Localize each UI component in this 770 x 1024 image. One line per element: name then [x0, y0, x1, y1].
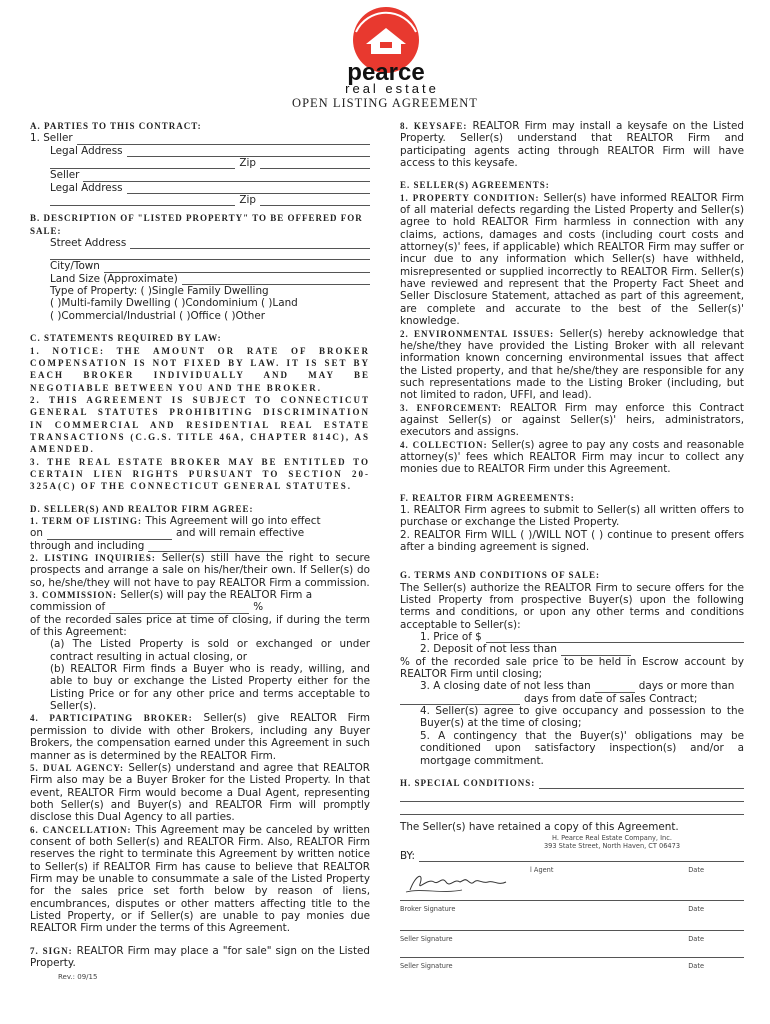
retained-copy-text: The Seller(s) have retained a copy of this Agreement. — [400, 821, 679, 834]
closing-row-2 — [400, 693, 744, 705]
legal2-line2[interactable] — [50, 195, 235, 206]
seller-date-label-1: Date — [688, 934, 704, 943]
company-name: H. Pearce Real Estate Company, Inc. — [552, 833, 672, 842]
page-title: OPEN LISTING AGREEMENT — [292, 96, 478, 110]
broker-date-label: Date — [688, 905, 704, 914]
d1-on-label: on — [30, 527, 43, 540]
d5-text: Seller(s) understand and agree that REALTOR Firm also may be a Buyer Broker for the Listed Property. In that event, REALTOR Firm would become a Dual Agent, representing both Seller(s) and Buyer(s) and REALTOR Firm will promptly disclose this Dual Agency to all parties. — [30, 761, 370, 824]
broker-signature-labels — [400, 903, 744, 915]
left-column — [30, 120, 370, 984]
d5-label: 5. DUAL AGENCY: — [30, 762, 125, 773]
pearce-logo — [0, 0, 770, 95]
zip2-row — [30, 194, 370, 206]
agent-date-label: Date — [688, 865, 704, 874]
d2-label: 2. LISTING INQUIRIES: — [30, 553, 156, 563]
special-conditions-field-3[interactable] — [400, 804, 744, 815]
term-end-field[interactable] — [148, 541, 283, 552]
street-label: Street Address — [50, 237, 127, 250]
special-line-2 — [400, 791, 744, 802]
seller-signature-label-2: Seller Signature — [400, 961, 453, 970]
city-row — [30, 260, 370, 272]
deposit-label: 2. Deposit of not less than — [420, 643, 557, 656]
seller-signature-labels-2 — [400, 960, 744, 972]
by-row — [400, 850, 744, 862]
statement-c1: 1. NOTICE: THE AMOUNT OR RATE OF BROKER COMPENSATION IS NOT FIXED BY LAW. IT IS SET BY EACH BROKER INDIVIDUALLY AND MAY BE NEGOTIABLE BETWEEN YOU AND THE BROKER. — [30, 345, 370, 393]
d3-item-a: (a) The Listed Property is sold or exchanged or under contract resulting in actual closing, or — [50, 638, 370, 663]
legal1-row — [30, 145, 370, 157]
d4-text: Seller(s) give REALTOR Firm permission to divide with other Brokers, including any Buyer Brokers, the compensation earned under this Agreement in such manner as is determined by the REALTOR Firm. — [30, 712, 370, 762]
seller-date-label-2: Date — [688, 961, 704, 970]
broker-signature-label: Broker Signature — [400, 905, 456, 914]
commission-label: commission of — [30, 601, 106, 614]
section-d-heading: D. SELLER(S) AND REALTOR FIRM AGREE: — [30, 503, 254, 514]
seller-signature-line-2[interactable] — [400, 945, 744, 958]
commission-row — [30, 601, 370, 613]
term-start-field[interactable] — [47, 529, 172, 540]
e4-label: 4. COLLECTION: — [400, 439, 488, 450]
broker-signature-line[interactable] — [400, 876, 744, 901]
commission-field[interactable] — [109, 603, 249, 614]
revision-label: Rev.: 09/15 — [58, 973, 98, 982]
legal1-label: Legal Address — [50, 144, 123, 157]
type-line-3: ( )Commercial/Industrial ( )Office ( )Other — [50, 309, 266, 322]
commission-pct: % — [253, 601, 264, 614]
company-address: 393 State Street, North Haven, CT 06473 — [543, 841, 681, 850]
legal2-row — [30, 182, 370, 194]
legal1-field[interactable] — [127, 146, 370, 157]
seller2-label: Seller — [50, 169, 80, 182]
special-conditions-field[interactable] — [539, 778, 744, 789]
seller2-field[interactable] — [83, 171, 370, 182]
d3-item-b: (b) REALTOR Firm finds a Buyer who is ready, willing, and able to buy or exchange the Listed Property either for the Listing Price or for any other price and terms acceptable to Seller(s). — [50, 663, 370, 713]
zip1-field[interactable] — [260, 158, 370, 169]
d1-through-row — [30, 540, 370, 552]
zip2-field[interactable] — [260, 195, 370, 206]
f1-text: 1. REALTOR Firm agrees to submit to Seller(s) all written offers to purchase or exchange the Listed Property. — [400, 503, 744, 529]
d3-text-a: Seller(s) will pay the REALTOR Firm a — [120, 589, 313, 602]
d4-label: 4. PARTICIPATING BROKER: — [30, 713, 193, 724]
g-intro: The Seller(s) authorize the REALTOR Firm to secure offers for the Listed Property from prospective Buyer(s) upon the following terms and conditions, or upon any other terms and conditions acceptable to Seller(s): — [400, 581, 744, 631]
seller1-field[interactable] — [77, 134, 370, 145]
special-conditions-row — [400, 777, 744, 789]
d1-text-c: through and including — [30, 539, 145, 552]
closing-text-b: days or more than — [638, 680, 735, 693]
section-c-heading: C. STATEMENTS REQUIRED BY LAW: — [30, 333, 222, 344]
section-h-heading: H. SPECIAL CONDITIONS: — [400, 777, 536, 788]
land-label: Land Size (Approximate) — [50, 272, 178, 285]
e3-text: REALTOR Firm may enforce this Contract against Seller(s) or against Seller(s)' heirs, administrators, executors and assigns. — [400, 401, 744, 439]
deposit-text: % of the recorded sale price to be held in Escrow account by REALTOR Firm until closing; — [400, 655, 744, 681]
f2-text: 2. REALTOR Firm WILL ( )/WILL NOT ( ) continue to present offers after a binding agreement is signed. — [400, 528, 744, 553]
type-line-2: ( )Multi-family Dwelling ( )Condominium ( )Land — [50, 297, 298, 310]
price-label: 1. Price of $ — [420, 631, 482, 644]
seller2-row — [30, 169, 370, 181]
section-e-heading: E. SELLER(S) AGREEMENTS: — [400, 180, 550, 191]
city-field[interactable] — [104, 262, 370, 273]
e2-label: 2. ENVIRONMENTAL ISSUES: — [400, 328, 555, 339]
seller-signature-labels-1 — [400, 933, 744, 945]
d1-text-b: and will remain effective — [175, 527, 305, 540]
street-field-2[interactable] — [50, 249, 370, 260]
closing-min-field[interactable] — [595, 682, 635, 693]
seller1-row — [30, 132, 370, 144]
g5-text: 5. A contingency that the Buyer(s)' obligations may be conditioned upon satisfactory inspection(s) and/or a mortgage commitment. — [420, 729, 744, 767]
deposit-field[interactable] — [561, 645, 631, 656]
section-g-heading: G. TERMS AND CONDITIONS OF SALE: — [400, 570, 601, 581]
keysafe-label: 8. KEYSAFE: — [400, 121, 468, 131]
legal1-line2[interactable] — [50, 158, 235, 169]
e1-label: 1. PROPERTY CONDITION: — [400, 192, 540, 203]
statement-c3: 3. THE REAL ESTATE BROKER MAY BE ENTITLED TO CERTAIN LIEN RIGHTS PURSUANT TO SECTION 20-325A(C) OF THE CONNECTICUT GENERAL STATUTES. — [30, 456, 370, 492]
d7-label: 7. SIGN: — [30, 945, 73, 956]
street-field[interactable] — [130, 238, 370, 249]
section-a-heading: A. PARTIES TO THIS CONTRACT: — [30, 121, 202, 131]
d3-text-b: of the recorded sales price at time of closing, if during the term of this Agreement: — [30, 613, 370, 639]
e1-text: Seller(s) have informed REALTOR Firm of all material defects regarding the Listed Property and Seller(s) agree to hold REALTOR Firm harmless in connection with any claims, actions, damages and costs (including court costs and attorney(s)' fees, if applicable) which REALTOR Firm may suffer or incur due to any information which Seller(s) have withheld, misrepresented or supplied incorrectly to REALTOR Firm. Seller(s) have reviewed and represent that the Property Fact Sheet and Seller Disclosure Statement, attached as part of this agreement, are complete and accurate to the best of the Seller(s)' knowledge. — [400, 191, 744, 328]
section-f-heading: F. REALTOR FIRM AGREEMENTS: — [400, 492, 575, 503]
deposit-row — [400, 643, 744, 655]
type-line-1: Type of Property: ( )Single Family Dwelling — [50, 285, 269, 298]
price-row — [400, 631, 744, 643]
zip2-label: Zip — [239, 194, 256, 207]
seller-signature-label-1: Seller Signature — [400, 934, 453, 943]
land-row — [30, 273, 370, 285]
land-field[interactable] — [182, 274, 370, 285]
zip1-row — [30, 157, 370, 169]
d1-text-a: This Agreement will go into effect — [145, 514, 321, 527]
legal2-label: Legal Address — [50, 181, 123, 194]
agent-label: l Agent — [530, 865, 554, 874]
by-label: BY: — [400, 849, 416, 862]
seller1-label: 1. Seller — [30, 132, 73, 145]
g4-text: 4. Seller(s) agree to give occupancy and possession to the Buyer(s) at the time of closing; — [420, 705, 744, 730]
brand-tagline: real estate — [345, 81, 439, 95]
brand-name: pearce — [347, 59, 425, 86]
d1-on-row — [30, 527, 370, 539]
keysafe-text: REALTOR Firm may install a keysafe on the Listed Property. Seller(s) understand that REALTOR Firm and participating agents acting through REALTOR Firm will have access to this keysafe. — [400, 120, 744, 170]
zip1-label: Zip — [239, 157, 256, 170]
statement-c2: 2. THIS AGREEMENT IS SUBJECT TO CONNECTICUT GENERAL STATUTES PROHIBITING DISCRIMINATION IN COMMERCIAL AND RESIDENTIAL REAL ESTATE TRANSACTIONS (C.G.S. TITLE 46A, CHAPTER 814C), AS AMENDED. — [30, 394, 370, 455]
closing-text-c: days from date of sales Contract; — [524, 692, 698, 705]
city-label: City/Town — [50, 260, 100, 273]
price-field[interactable] — [486, 632, 744, 643]
d6-text: This Agreement may be canceled by written consent of both Seller(s) and REALTOR Firm. Also, REALTOR Firm reserves the right to terminate this Agreement by written notice to Seller(s) if REALTOR Firm has cause to believe that REALTOR Firm may be unable to consummate a sale of the Listed Property for the sales price set forth below by reason of liens, encumbrances, disputes or other matters affecting title to the Listed Property, or if Seller(s) are unable to pay monies due REALTOR Firm under the terms of this Agreement. — [30, 823, 371, 935]
street-row-2 — [30, 249, 370, 260]
d1-label: 1. TERM OF LISTING: — [30, 515, 143, 526]
closing-row — [400, 680, 744, 692]
e3-label: 3. ENFORCEMENT: — [400, 402, 502, 413]
d7-text: REALTOR Firm may place a "for sale" sign on the Listed Property. — [30, 944, 371, 969]
e2-text: Seller(s) hereby acknowledge that he/she/they have provided the Listing Broker with all relevant information known concerning environmental issues that affect the Listed property, and that he/she/they are responsible for any such representations made to the Listing Broker (including, but not limited to radon, UFFI, and lead). — [400, 327, 744, 402]
seller-signature-line-1[interactable] — [400, 916, 744, 931]
d6-label: 6. CANCELLATION: — [30, 824, 132, 835]
d2-text: Seller(s) still have the right to secure prospects and arrange a sale on his/her/their own. If Seller(s) do so, he/she/they will not have to pay REALTOR Firm a commission. — [30, 552, 370, 589]
special-line-3 — [400, 804, 744, 815]
closing-max-field[interactable] — [400, 694, 520, 705]
special-conditions-field-2[interactable] — [400, 791, 744, 802]
by-field[interactable] — [419, 851, 744, 862]
section-b-heading: B. DESCRIPTION OF "LISTED PROPERTY" TO BE OFFERED FOR SALE: — [30, 213, 363, 236]
closing-label: 3. A closing date of not less than — [420, 680, 591, 693]
e4-text: Seller(s) agree to pay any costs and reasonable attorney(s)' fees which REALTOR Firm may incur to collect any monies due to REALTOR Firm under this Agreement. — [400, 438, 744, 476]
right-column — [400, 120, 744, 972]
handwritten-signature-icon — [402, 870, 522, 896]
street-row — [30, 237, 370, 249]
d3-label: 3. COMMISSION: — [30, 590, 118, 601]
legal2-field[interactable] — [127, 183, 370, 194]
